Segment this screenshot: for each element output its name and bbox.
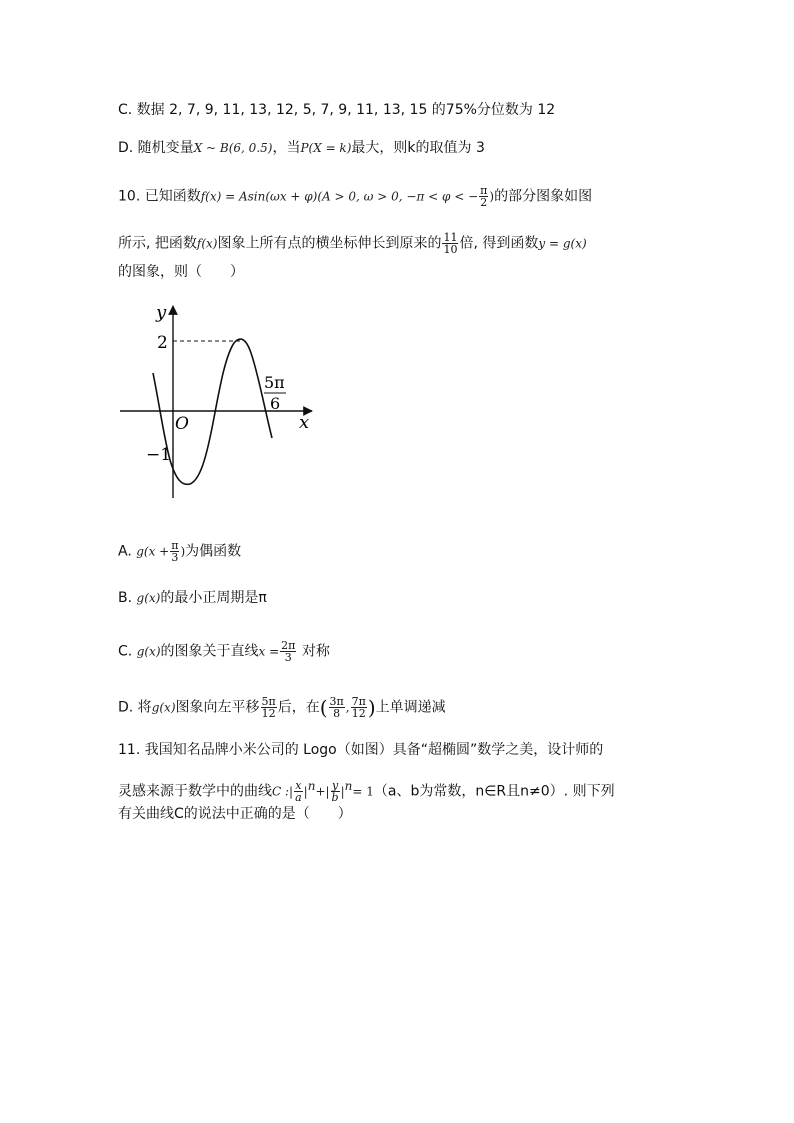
fraction-numerator: 7π [351,695,366,708]
q10-function-definition: f(x) = Asin(ωx + φ)(A > 0, ω > 0, −π < φ < − [200,189,479,204]
q10-stretch-fraction [442,232,458,255]
fraction-denominator: a [295,791,302,805]
option-d-interval-end [351,696,367,719]
abs-bar: | [289,784,294,799]
option-c-fraction [280,640,296,663]
fraction-numerator: x [295,779,302,793]
option-a-math: g(x + [136,544,170,559]
fraction-numerator: 3π [329,695,344,708]
q11-exponent-1: n [307,779,316,793]
q9-option-d-math-probability: P(X = k) [300,141,352,155]
interval-close-paren: ) [367,695,376,720]
q10-stem-line2-mid2: 倍, 得到函数 [459,235,539,252]
q11-equals-one: = 1 [352,784,374,799]
q9-option-d-suffix: 最大，则k的取值为 3 [351,140,485,156]
q10-close-paren: ) [489,189,495,204]
fraction-denominator: 12 [351,707,366,720]
option-d-interval-start [329,696,345,719]
x-intercept-denominator: 6 [270,394,281,413]
q11-stem-line3-text: 有关曲线C的说法中正确的是（ ） [118,806,352,822]
option-c-prefix: C. [118,643,133,660]
fraction-numerator: π [480,184,488,197]
x-axis-label: x [299,412,310,433]
fraction-numerator: 5π [261,695,276,708]
q10-option-c[interactable] [118,640,330,663]
fraction-denominator: b [331,791,339,805]
abs-bar: | [303,784,308,799]
fraction-denominator: 8 [333,707,341,720]
option-a-suffix: 为偶函数 [185,543,242,560]
plus-sign: + [315,784,326,799]
q11-stem-line2 [118,776,615,803]
q11-stem-line2-prefix: 灵感来源于数学中的曲线 [118,783,272,800]
fraction-denominator: 3 [284,651,292,664]
fraction-numerator: y [331,779,339,793]
q10-option-b[interactable] [118,588,267,608]
y-axis-label: y [156,302,167,323]
q10-stem-line2-prefix: 所示, 把函数 [118,235,197,252]
abs-bar: | [340,784,345,799]
q10-fx: f(x) [196,236,218,251]
option-a-close: ) [180,544,186,559]
q9-option-c-text: C. 数据 2, 7, 9, 11, 13, 12, 5, 7, 9, 11, 13, 15 的75%分位数为 12 [118,102,556,118]
q11-stem-line3 [118,804,352,824]
q11-curve-name: C : [272,784,290,799]
abs-bar: | [325,784,330,799]
option-a-prefix: A. [118,543,132,560]
q11-stem-line1 [118,740,603,760]
option-d-mid2: 后，在 [277,699,320,716]
interval-comma: , [345,700,350,715]
option-b-suffix: 的最小正周期是π [160,590,267,606]
min-value-label: −1 [146,445,172,465]
interval-open-paren: ( [319,695,328,720]
option-d-shift-fraction [261,696,277,719]
fraction-denominator: 2 [480,196,488,209]
fraction-denominator: 10 [443,243,458,256]
q11-stem-line1-text: 11. 我国知名品牌小米公司的 Logo（如图）具备“超椭圆”数学之美，设计师的 [118,742,604,758]
option-d-mid: 图象向左平移 [175,699,260,716]
q10-option-a[interactable] [118,540,241,563]
q10-number-prefix: 10. 已知函数 [118,188,201,205]
q10-stem-line1 [118,185,592,208]
q10-stem-line2-mid: 图象上所有点的横坐标伸长到原来的 [217,235,442,252]
q9-option-d-mid: ，当 [272,140,301,156]
q10-gx: y = g(x) [538,236,587,251]
option-a-fraction [170,540,179,563]
q10-stem-line3-text: 的图象，则（ ） [118,264,244,280]
q9-option-d-math-binomial: X ~ B(6, 0.5) [193,141,273,155]
q10-stem-line2 [118,232,587,255]
option-d-prefix: D. 将 [118,699,152,716]
q10-function-graph [112,298,322,508]
q10-stem-line3 [118,262,244,282]
q11-fraction-y-over-b [331,780,340,803]
q10-phi-bound-fraction [479,185,488,208]
q9-option-d[interactable] [118,138,485,158]
fraction-denominator: 12 [261,707,276,720]
max-value-label: 2 [157,333,168,353]
option-b-prefix: B. [118,590,133,606]
fraction-numerator: π [171,539,179,552]
fraction-numerator: 11 [443,231,458,244]
option-d-suffix: 上单调递减 [375,699,446,716]
fraction-numerator: 2π [281,639,296,652]
option-c-math: g(x) [136,644,161,659]
q11-fraction-x-over-a [294,780,303,803]
q10-stem-line1-suffix: 的部分图象如图 [494,188,593,205]
option-c-math2: x = [258,644,280,659]
origin-label: O [175,414,189,434]
option-b-math: g(x) [136,591,161,605]
q10-option-d[interactable] [118,696,446,719]
option-d-math: g(x) [151,700,176,715]
fraction-denominator: 3 [171,551,179,564]
q11-stem-line2-suffix: （a、b为常数，n∈R且n≠0）. 则下列 [373,783,615,800]
q11-exponent-2: n [344,779,353,793]
q9-option-d-prefix: D. 随机变量 [118,140,194,156]
option-c-mid: 的图象关于直线 [160,643,259,660]
option-c-suffix: 对称 [301,643,330,660]
x-intercept-numerator: 5π [264,373,285,392]
q9-option-c[interactable] [118,100,555,120]
